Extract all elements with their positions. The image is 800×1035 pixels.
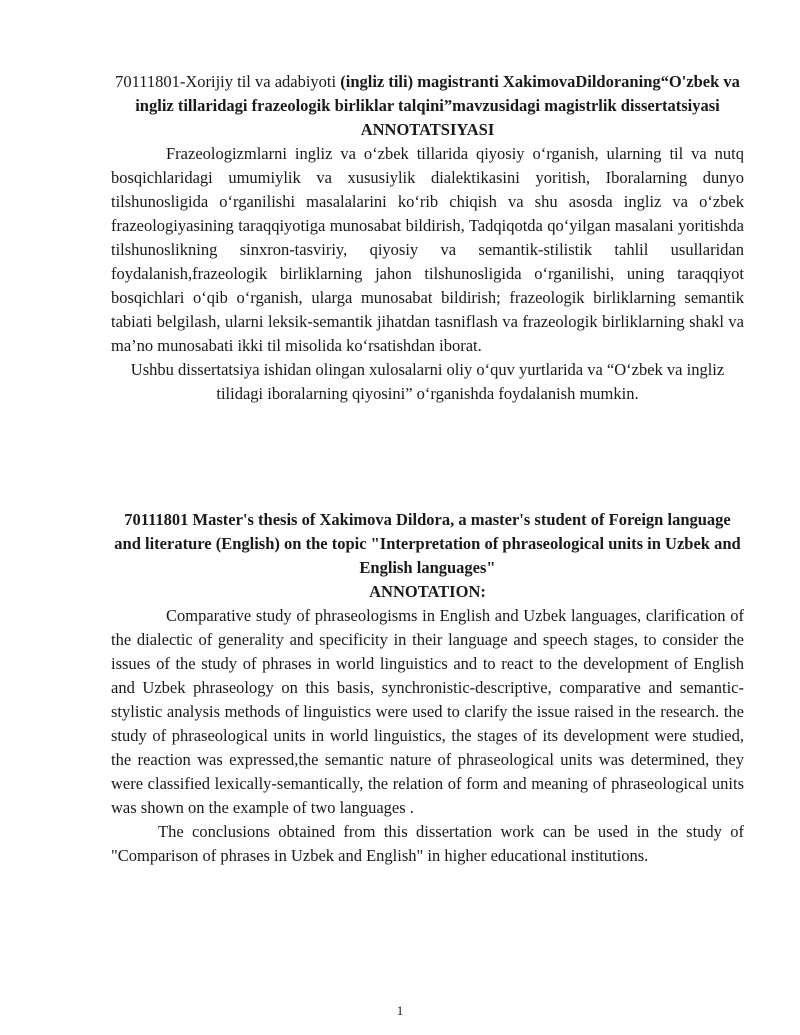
english-title: 70111801 Master's thesis of Xakimova Dildora, a master's student of Foreign language and literature (English) on the topic "Interpretation of phraseological units in Uzbek and English languages" — [114, 510, 741, 577]
uzbek-title — [111, 70, 744, 118]
page-number: 1 — [396, 1003, 404, 1018]
english-paragraph-1: Comparative study of phraseologisms in English and Uzbek languages, clarification of the dialectic of generality and specificity in their language and speech stages, to consider the issues of the study of phrases in world linguistics and to react to the development of English and Uzbek phraseology on this basis, synchronistic-descriptive, comparative and semantic-stylistic analysis methods of linguistics were used to clarify the issue raised in the research. the study of phraseological units in world linguistics, the stages of its development were studied, the reaction was expressed,the semantic nature of phraseological units was determined, they were classified lexically-semantically, the relation of form and meaning of phraseological units was shown on the example of two languages . — [111, 606, 744, 817]
uzbek-title-bold: (ingliz tili) magistranti XakimovaDildoraning“O'zbek va ingliz tillaridagi frazeologik birliklar talqini”mavzusidagi magistrlik dissertatsiyasi — [135, 72, 740, 115]
uzbek-annotation-section — [111, 70, 744, 406]
uzbek-title-regular: 70111801-Xorijiy til va adabiyoti — [115, 72, 341, 91]
uzbek-paragraph-1: Frazeologizmlarni ingliz va o‘zbek tillarida qiyosiy o‘rganish, ularning til va nutq bosqichlaridagi umumiylik va xususiylik dialektikasini yoritish, Iboralarning dunyo tilshunosligida o‘rganilishi masalalarini ko‘rib chiqish va shu asosda ingliz va o‘zbek frazeologiyasining taraqqiyotiga munosabat bildirish, Tadqiqotda qo‘yilgan masalani yoritishda tilshunoslikning sinxron-tasviriy, qiyosiy va semantik-stilistik tahlil usullaridan foydalanish,frazeologik birliklarning jahon tilshunosligida o‘rganilishi, uning taraqqiyot bosqichlari o‘qib o‘rganish, ularga munosabat bildirish; frazeologik birliklarning semantik tabiati belgilash, ularni leksik-semantik jihatdan tasniflash va frazeologik birliklarning shakl va ma’no munosabati ikki til misolida ko‘rsatishdan iborat. — [111, 144, 744, 355]
english-annotation-section — [111, 508, 744, 868]
uzbek-paragraph-2: Ushbu dissertatsiya ishidan olingan xulosalarni oliy o‘quv yurtlarida va “O‘zbek va ingliz tilidagi iboralarning qiyosini” o‘rganishda foydalanish mumkin. — [130, 360, 725, 403]
uzbek-heading: ANNOTATSIYASI — [360, 120, 495, 139]
english-paragraph-2: The conclusions obtained from this dissertation work can be used in the study of "Comparison of phrases in Uzbek and English" in higher educational institutions. — [111, 822, 744, 865]
english-heading: ANNOTATION: — [369, 582, 486, 601]
